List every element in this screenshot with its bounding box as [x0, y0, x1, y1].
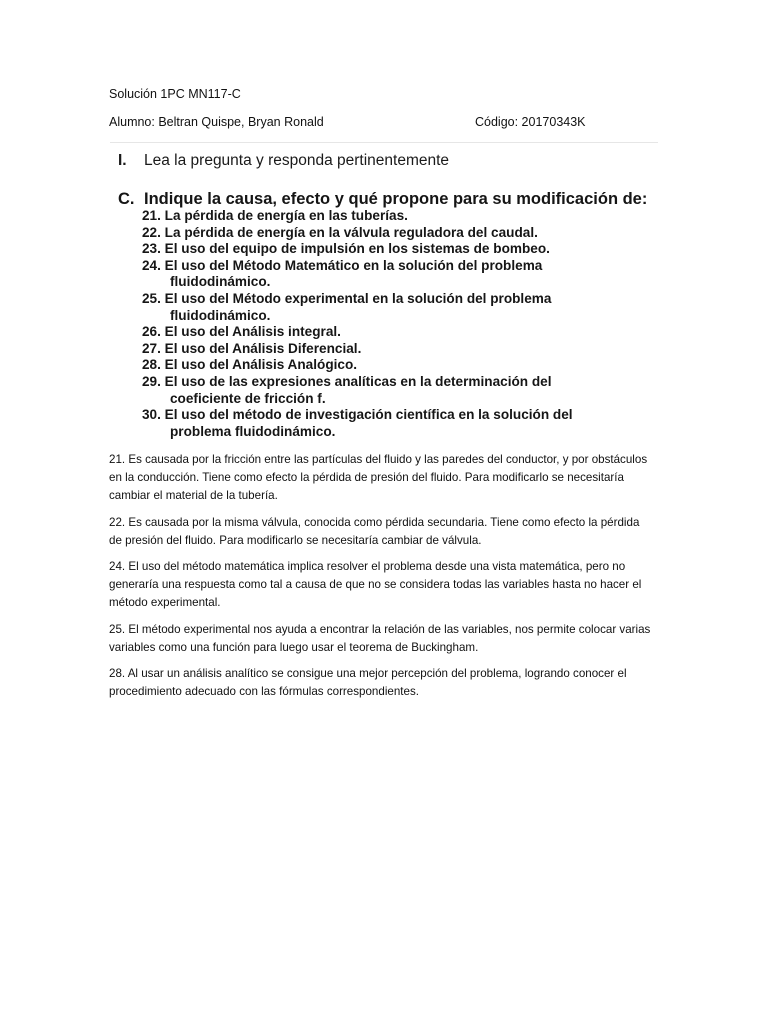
section-i-heading: [118, 152, 449, 170]
question-list: [142, 208, 573, 440]
question-item: 21. La pérdida de energía en las tuberías.: [142, 208, 408, 223]
section-i-number: I.: [118, 152, 127, 169]
question-item: 23. El uso del equipo de impulsión en los sistemas de bombeo.: [142, 241, 550, 257]
student-line: [109, 115, 669, 129]
question-item: 24. El uso del Método Matemático en la solución del problema: [142, 257, 543, 273]
answer-paragraph: 24. El uso del método matemática implica resolver el problema desde una vista matemática, pero no generaría una respuesta como tal a causa de que no se considera todas las variables hasta no hacer el método experimental.: [109, 560, 642, 610]
question-item-continuation: fluidodinámico.: [170, 274, 271, 290]
document-title: Solución 1PC MN117-C: [109, 87, 241, 101]
answer-paragraph: 22. Es causada por la misma válvula, conocida como pérdida secundaria. Tiene como efecto la pérdida de presión del fluido. Para modificarlo se necesitaría cambiar de válvula.: [109, 515, 640, 547]
answers-section: [109, 451, 655, 709]
student-name: Alumno: Beltran Quispe, Bryan Ronald: [109, 115, 324, 129]
question-item: 26. El uso del Análisis integral.: [142, 324, 341, 340]
scanned-question-sheet: [110, 142, 658, 442]
question-item: 27. El uso del Análisis Diferencial.: [142, 340, 362, 356]
question-item: 30. El uso del método de investigación científica en la solución del: [142, 407, 573, 423]
section-i-text: Lea la pregunta y responda pertinentemente: [144, 152, 450, 169]
question-item-continuation: coeficiente de fricción f.: [170, 390, 326, 406]
section-c-number: C.: [118, 190, 135, 208]
answer-paragraph: 21. Es causada por la fricción entre las partículas del fluido y las paredes del conductor, y por obstáculos en la conducción. Tiene como efecto la pérdida de presión del fluido. Para modificarlo se necesitaría cambiar el material de la tubería.: [109, 453, 648, 503]
student-code: Código: 20170343K: [475, 115, 586, 129]
section-c-heading: [118, 190, 647, 209]
answer-paragraph: 25. El método experimental nos ayuda a encontrar la relación de las variables, nos permite colocar varias variables como una función para luego usar el teorema de Buckingham.: [109, 622, 651, 654]
question-item-continuation: problema fluidodinámico.: [170, 423, 336, 439]
scan-top-divider: [110, 142, 658, 143]
answer-paragraph: 28. Al usar un análisis analítico se consigue una mejor percepción del problema, logrando conocer el procedimiento adecuado con las fórmulas correspondientes.: [109, 667, 627, 699]
question-item: 29. El uso de las expresiones analíticas en la determinación del: [142, 373, 552, 389]
question-item: 28. El uso del Análisis Analógico.: [142, 357, 358, 373]
question-item: 22. La pérdida de energía en la válvula reguladora del caudal.: [142, 224, 538, 240]
question-item-continuation: fluidodinámico.: [170, 307, 271, 323]
section-c-text: Indique la causa, efecto y qué propone para su modificación de:: [144, 190, 648, 208]
question-item: 25. El uso del Método experimental en la solución del problema: [142, 290, 552, 306]
